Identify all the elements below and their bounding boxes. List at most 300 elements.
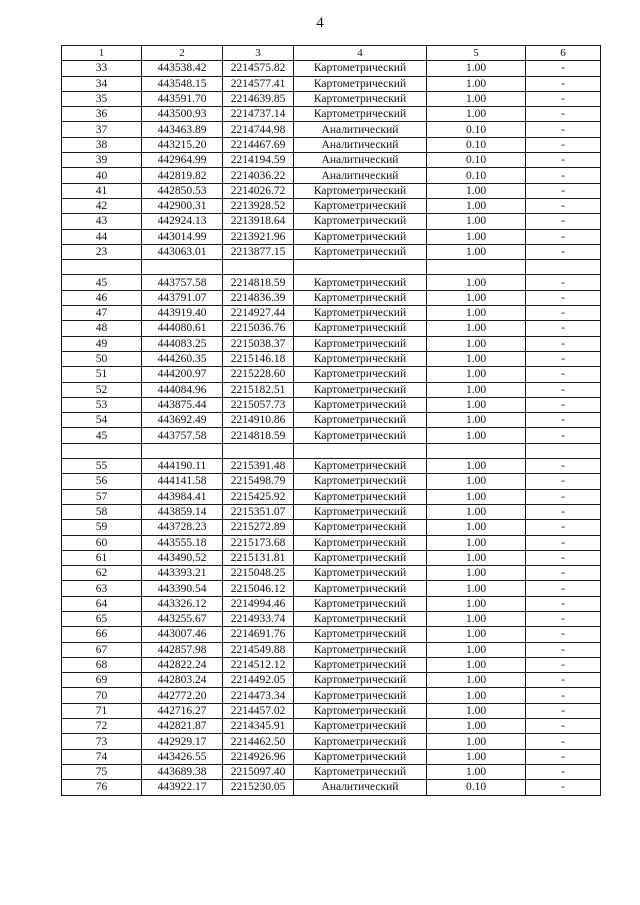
accuracy-cell: 1.00 — [427, 214, 526, 229]
accuracy-cell: 1.00 — [427, 504, 526, 519]
table-row — [62, 413, 601, 428]
table-row — [62, 474, 601, 489]
point-number-cell: 38 — [62, 137, 142, 152]
y-coordinate-cell: 2214818.59 — [223, 275, 294, 290]
table-row — [62, 566, 601, 581]
note-cell: - — [526, 520, 601, 535]
x-coordinate-cell: 443692.49 — [142, 413, 223, 428]
note-cell: - — [526, 229, 601, 244]
accuracy-cell: 1.00 — [427, 627, 526, 642]
y-coordinate-cell: 2214036.22 — [223, 168, 294, 183]
method-cell: Картометрический — [294, 719, 427, 734]
accuracy-cell: 1.00 — [427, 719, 526, 734]
accuracy-cell: 1.00 — [427, 428, 526, 443]
accuracy-cell: 1.00 — [427, 703, 526, 718]
x-coordinate-cell: 443875.44 — [142, 397, 223, 412]
table-row — [62, 198, 601, 213]
note-cell: - — [526, 703, 601, 718]
note-cell: - — [526, 244, 601, 259]
accuracy-cell: 0.10 — [427, 137, 526, 152]
column-header: 5 — [427, 46, 526, 61]
accuracy-cell: 1.00 — [427, 397, 526, 412]
y-coordinate-cell: 2213921.96 — [223, 229, 294, 244]
method-cell: Картометрический — [294, 504, 427, 519]
point-number-cell: 35 — [62, 91, 142, 106]
accuracy-cell: 1.00 — [427, 673, 526, 688]
accuracy-cell: 1.00 — [427, 336, 526, 351]
method-cell: Картометрический — [294, 214, 427, 229]
y-coordinate-cell: 2215391.48 — [223, 459, 294, 474]
point-number-cell: 23 — [62, 244, 142, 259]
accuracy-cell: 1.00 — [427, 550, 526, 565]
method-cell: Картометрический — [294, 550, 427, 565]
point-number-cell: 51 — [62, 367, 142, 382]
x-coordinate-cell: 443548.15 — [142, 76, 223, 91]
x-coordinate-cell: 443007.46 — [142, 627, 223, 642]
y-coordinate-cell: 2214737.14 — [223, 107, 294, 122]
accuracy-cell: 1.00 — [427, 520, 526, 535]
y-coordinate-cell: 2214194.59 — [223, 153, 294, 168]
table-row — [62, 535, 601, 550]
method-cell: Картометрический — [294, 749, 427, 764]
point-number-cell: 40 — [62, 168, 142, 183]
method-cell: Картометрический — [294, 764, 427, 779]
y-coordinate-cell: 2215097.40 — [223, 764, 294, 779]
accuracy-cell: 1.00 — [427, 76, 526, 91]
x-coordinate-cell: 443255.67 — [142, 611, 223, 626]
table-row — [62, 306, 601, 321]
table-row — [62, 397, 601, 412]
table-body — [62, 46, 601, 796]
y-coordinate-cell: 2214467.69 — [223, 137, 294, 152]
coordinates-table — [61, 45, 601, 796]
note-cell: - — [526, 688, 601, 703]
x-coordinate-cell: 442822.24 — [142, 657, 223, 672]
accuracy-cell: 1.00 — [427, 474, 526, 489]
x-coordinate-cell: 443859.14 — [142, 504, 223, 519]
accuracy-cell: 1.00 — [427, 244, 526, 259]
point-number-cell: 75 — [62, 764, 142, 779]
accuracy-cell: 1.00 — [427, 566, 526, 581]
x-coordinate-cell: 444141.58 — [142, 474, 223, 489]
accuracy-cell: 1.00 — [427, 581, 526, 596]
note-cell: - — [526, 183, 601, 198]
x-coordinate-cell: 443538.42 — [142, 61, 223, 76]
table-row — [62, 520, 601, 535]
accuracy-cell: 1.00 — [427, 413, 526, 428]
accuracy-cell: 1.00 — [427, 596, 526, 611]
y-coordinate-cell: 2214836.39 — [223, 290, 294, 305]
x-coordinate-cell: 444200.97 — [142, 367, 223, 382]
y-coordinate-cell: 2215182.51 — [223, 382, 294, 397]
point-number-cell: 34 — [62, 76, 142, 91]
y-coordinate-cell: 2215230.05 — [223, 780, 294, 795]
x-coordinate-cell: 443757.58 — [142, 275, 223, 290]
x-coordinate-cell: 443014.99 — [142, 229, 223, 244]
method-cell: Картометрический — [294, 688, 427, 703]
point-number-cell: 49 — [62, 336, 142, 351]
x-coordinate-cell: 442924.13 — [142, 214, 223, 229]
accuracy-cell — [427, 260, 526, 275]
point-number-cell: 55 — [62, 459, 142, 474]
table-header-row — [62, 46, 601, 61]
table-row — [62, 719, 601, 734]
point-number-cell: 63 — [62, 581, 142, 596]
table-row — [62, 611, 601, 626]
point-number-cell: 76 — [62, 780, 142, 795]
x-coordinate-cell: 443326.12 — [142, 596, 223, 611]
note-cell: - — [526, 719, 601, 734]
accuracy-cell: 1.00 — [427, 459, 526, 474]
point-number-cell: 39 — [62, 153, 142, 168]
note-cell: - — [526, 780, 601, 795]
accuracy-cell: 1.00 — [427, 183, 526, 198]
y-coordinate-cell: 2214345.91 — [223, 719, 294, 734]
y-coordinate-cell: 2214512.12 — [223, 657, 294, 672]
x-coordinate-cell: 442850.53 — [142, 183, 223, 198]
point-number-cell: 45 — [62, 428, 142, 443]
accuracy-cell — [427, 443, 526, 458]
method-cell: Картометрический — [294, 703, 427, 718]
note-cell: - — [526, 734, 601, 749]
accuracy-cell: 1.00 — [427, 367, 526, 382]
method-cell: Картометрический — [294, 596, 427, 611]
method-cell: Картометрический — [294, 336, 427, 351]
x-coordinate-cell: 443757.58 — [142, 428, 223, 443]
x-coordinate-cell: 443922.17 — [142, 780, 223, 795]
method-cell: Картометрический — [294, 474, 427, 489]
note-cell — [526, 443, 601, 458]
table-row — [62, 657, 601, 672]
y-coordinate-cell: 2214639.85 — [223, 91, 294, 106]
note-cell: - — [526, 122, 601, 137]
method-cell: Картометрический — [294, 657, 427, 672]
note-cell: - — [526, 351, 601, 366]
table-row — [62, 244, 601, 259]
x-coordinate-cell: 443393.21 — [142, 566, 223, 581]
table-row — [62, 367, 601, 382]
point-number-cell: 43 — [62, 214, 142, 229]
table-row — [62, 489, 601, 504]
point-number-cell: 48 — [62, 321, 142, 336]
note-cell: - — [526, 673, 601, 688]
x-coordinate-cell: 443215.20 — [142, 137, 223, 152]
x-coordinate-cell: 442819.82 — [142, 168, 223, 183]
method-cell: Картометрический — [294, 351, 427, 366]
y-coordinate-cell: 2214994.46 — [223, 596, 294, 611]
table-row — [62, 122, 601, 137]
table-row — [62, 780, 601, 795]
method-cell: Аналитический — [294, 122, 427, 137]
table-row — [62, 153, 601, 168]
method-cell: Картометрический — [294, 611, 427, 626]
x-coordinate-cell: 443555.18 — [142, 535, 223, 550]
table-row — [62, 260, 601, 275]
note-cell: - — [526, 657, 601, 672]
y-coordinate-cell: 2215048.25 — [223, 566, 294, 581]
note-cell — [526, 260, 601, 275]
accuracy-cell: 1.00 — [427, 749, 526, 764]
y-coordinate-cell: 2214575.82 — [223, 61, 294, 76]
accuracy-cell: 0.10 — [427, 780, 526, 795]
accuracy-cell: 1.00 — [427, 535, 526, 550]
x-coordinate-cell: 443689.38 — [142, 764, 223, 779]
column-header: 3 — [223, 46, 294, 61]
note-cell: - — [526, 413, 601, 428]
y-coordinate-cell: 2214026.72 — [223, 183, 294, 198]
accuracy-cell: 1.00 — [427, 734, 526, 749]
point-number-cell: 69 — [62, 673, 142, 688]
method-cell: Картометрический — [294, 566, 427, 581]
y-coordinate-cell: 2215057.73 — [223, 397, 294, 412]
point-number-cell: 33 — [62, 61, 142, 76]
x-coordinate-cell: 442803.24 — [142, 673, 223, 688]
point-number-cell: 36 — [62, 107, 142, 122]
x-coordinate-cell: 443591.70 — [142, 91, 223, 106]
x-coordinate-cell: 443490.52 — [142, 550, 223, 565]
method-cell: Картометрический — [294, 520, 427, 535]
note-cell: - — [526, 168, 601, 183]
note-cell: - — [526, 61, 601, 76]
column-header: 6 — [526, 46, 601, 61]
table-row — [62, 703, 601, 718]
table-row — [62, 749, 601, 764]
point-number-cell: 45 — [62, 275, 142, 290]
method-cell: Картометрический — [294, 367, 427, 382]
table-row — [62, 214, 601, 229]
point-number-cell: 56 — [62, 474, 142, 489]
table-row — [62, 642, 601, 657]
accuracy-cell: 1.00 — [427, 198, 526, 213]
method-cell: Картометрический — [294, 306, 427, 321]
method-cell: Картометрический — [294, 290, 427, 305]
table-row — [62, 459, 601, 474]
y-coordinate-cell: 2214933.74 — [223, 611, 294, 626]
y-coordinate-cell: 2215173.68 — [223, 535, 294, 550]
table-row — [62, 688, 601, 703]
x-coordinate-cell: 443919.40 — [142, 306, 223, 321]
point-number-cell: 62 — [62, 566, 142, 581]
y-coordinate-cell: 2215038.37 — [223, 336, 294, 351]
x-coordinate-cell: 442929.17 — [142, 734, 223, 749]
note-cell: - — [526, 474, 601, 489]
accuracy-cell: 1.00 — [427, 275, 526, 290]
x-coordinate-cell: 443063.01 — [142, 244, 223, 259]
note-cell: - — [526, 627, 601, 642]
x-coordinate-cell: 443426.55 — [142, 749, 223, 764]
method-cell: Картометрический — [294, 321, 427, 336]
y-coordinate-cell: 2214549.88 — [223, 642, 294, 657]
accuracy-cell: 1.00 — [427, 489, 526, 504]
note-cell: - — [526, 76, 601, 91]
accuracy-cell: 0.10 — [427, 168, 526, 183]
y-coordinate-cell: 2215131.81 — [223, 550, 294, 565]
point-number-cell: 41 — [62, 183, 142, 198]
point-number-cell: 66 — [62, 627, 142, 642]
table-row — [62, 596, 601, 611]
x-coordinate-cell: 444080.61 — [142, 321, 223, 336]
method-cell: Аналитический — [294, 137, 427, 152]
x-coordinate-cell: 444084.96 — [142, 382, 223, 397]
method-cell: Картометрический — [294, 76, 427, 91]
accuracy-cell: 1.00 — [427, 382, 526, 397]
note-cell: - — [526, 214, 601, 229]
table-row — [62, 504, 601, 519]
point-number-cell: 54 — [62, 413, 142, 428]
y-coordinate-cell: 2214927.44 — [223, 306, 294, 321]
x-coordinate-cell: 443390.54 — [142, 581, 223, 596]
point-number-cell: 59 — [62, 520, 142, 535]
method-cell: Картометрический — [294, 183, 427, 198]
note-cell: - — [526, 596, 601, 611]
accuracy-cell: 1.00 — [427, 657, 526, 672]
y-coordinate-cell: 2215351.07 — [223, 504, 294, 519]
table-row — [62, 673, 601, 688]
table-row — [62, 734, 601, 749]
table-row — [62, 137, 601, 152]
point-number-cell: 68 — [62, 657, 142, 672]
y-coordinate-cell: 2215425.92 — [223, 489, 294, 504]
method-cell: Картометрический — [294, 489, 427, 504]
table-row — [62, 581, 601, 596]
column-header: 1 — [62, 46, 142, 61]
point-number-cell: 74 — [62, 749, 142, 764]
x-coordinate-cell — [142, 260, 223, 275]
point-number-cell: 46 — [62, 290, 142, 305]
note-cell: - — [526, 764, 601, 779]
point-number-cell: 72 — [62, 719, 142, 734]
x-coordinate-cell: 444260.35 — [142, 351, 223, 366]
table-row — [62, 76, 601, 91]
y-coordinate-cell: 2214577.41 — [223, 76, 294, 91]
accuracy-cell: 1.00 — [427, 306, 526, 321]
note-cell: - — [526, 336, 601, 351]
y-coordinate-cell: 2215146.18 — [223, 351, 294, 366]
method-cell — [294, 443, 427, 458]
table-row — [62, 321, 601, 336]
point-number-cell — [62, 443, 142, 458]
accuracy-cell: 1.00 — [427, 688, 526, 703]
method-cell: Аналитический — [294, 780, 427, 795]
note-cell: - — [526, 428, 601, 443]
method-cell — [294, 260, 427, 275]
method-cell: Картометрический — [294, 275, 427, 290]
point-number-cell: 58 — [62, 504, 142, 519]
point-number-cell: 53 — [62, 397, 142, 412]
y-coordinate-cell: 2214818.59 — [223, 428, 294, 443]
point-number-cell: 70 — [62, 688, 142, 703]
table-row — [62, 275, 601, 290]
note-cell: - — [526, 504, 601, 519]
method-cell: Картометрический — [294, 91, 427, 106]
table-row — [62, 61, 601, 76]
y-coordinate-cell: 2214744.98 — [223, 122, 294, 137]
note-cell: - — [526, 153, 601, 168]
note-cell: - — [526, 382, 601, 397]
table-row — [62, 229, 601, 244]
note-cell: - — [526, 749, 601, 764]
method-cell: Картометрический — [294, 581, 427, 596]
x-coordinate-cell: 442900.31 — [142, 198, 223, 213]
method-cell: Картометрический — [294, 642, 427, 657]
table-row — [62, 764, 601, 779]
method-cell: Картометрический — [294, 428, 427, 443]
point-number-cell: 61 — [62, 550, 142, 565]
note-cell: - — [526, 275, 601, 290]
point-number-cell: 65 — [62, 611, 142, 626]
table-row — [62, 443, 601, 458]
table-row — [62, 336, 601, 351]
accuracy-cell: 1.00 — [427, 611, 526, 626]
y-coordinate-cell: 2215046.12 — [223, 581, 294, 596]
point-number-cell: 42 — [62, 198, 142, 213]
y-coordinate-cell: 2215498.79 — [223, 474, 294, 489]
note-cell: - — [526, 137, 601, 152]
x-coordinate-cell: 443463.89 — [142, 122, 223, 137]
y-coordinate-cell: 2214473.34 — [223, 688, 294, 703]
y-coordinate-cell: 2214492.05 — [223, 673, 294, 688]
y-coordinate-cell: 2214910.86 — [223, 413, 294, 428]
note-cell: - — [526, 535, 601, 550]
y-coordinate-cell: 2215036.76 — [223, 321, 294, 336]
method-cell: Картометрический — [294, 459, 427, 474]
table-row — [62, 627, 601, 642]
table-row — [62, 428, 601, 443]
table-row — [62, 107, 601, 122]
method-cell: Картометрический — [294, 244, 427, 259]
note-cell: - — [526, 367, 601, 382]
method-cell: Аналитический — [294, 168, 427, 183]
x-coordinate-cell: 443791.07 — [142, 290, 223, 305]
method-cell: Картометрический — [294, 229, 427, 244]
x-coordinate-cell: 444190.11 — [142, 459, 223, 474]
method-cell: Картометрический — [294, 413, 427, 428]
point-number-cell: 71 — [62, 703, 142, 718]
x-coordinate-cell: 444083.25 — [142, 336, 223, 351]
x-coordinate-cell: 443728.23 — [142, 520, 223, 535]
y-coordinate-cell: 2213877.15 — [223, 244, 294, 259]
table-row — [62, 91, 601, 106]
table-row — [62, 168, 601, 183]
point-number-cell: 37 — [62, 122, 142, 137]
note-cell: - — [526, 290, 601, 305]
y-coordinate-cell — [223, 443, 294, 458]
column-header: 2 — [142, 46, 223, 61]
table-row — [62, 550, 601, 565]
page-number: 4 — [316, 15, 324, 31]
point-number-cell: 50 — [62, 351, 142, 366]
note-cell: - — [526, 642, 601, 657]
accuracy-cell: 1.00 — [427, 107, 526, 122]
accuracy-cell: 1.00 — [427, 642, 526, 657]
point-number-cell: 60 — [62, 535, 142, 550]
x-coordinate-cell: 442716.27 — [142, 703, 223, 718]
point-number-cell: 64 — [62, 596, 142, 611]
point-number-cell: 44 — [62, 229, 142, 244]
table-row — [62, 351, 601, 366]
column-header: 4 — [294, 46, 427, 61]
note-cell: - — [526, 489, 601, 504]
accuracy-cell: 1.00 — [427, 351, 526, 366]
y-coordinate-cell: 2215272.89 — [223, 520, 294, 535]
note-cell: - — [526, 611, 601, 626]
point-number-cell: 57 — [62, 489, 142, 504]
table-row — [62, 183, 601, 198]
table-row — [62, 382, 601, 397]
method-cell: Аналитический — [294, 153, 427, 168]
method-cell: Картометрический — [294, 673, 427, 688]
note-cell: - — [526, 566, 601, 581]
